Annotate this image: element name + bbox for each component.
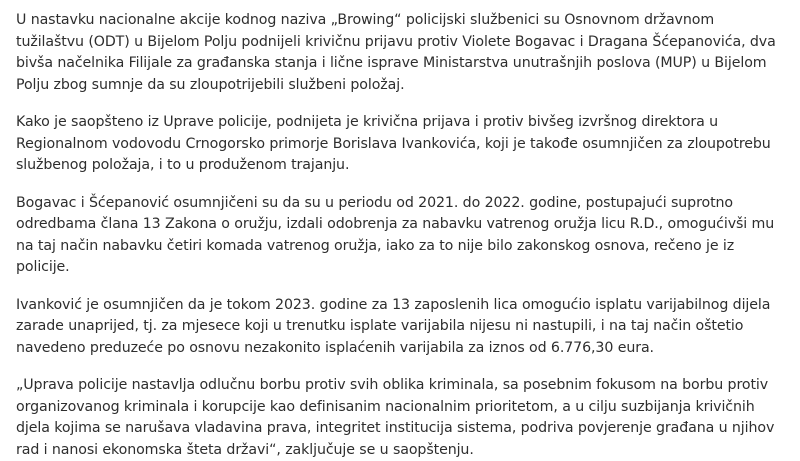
article-paragraph-1: U nastavku nacionalne akcije kodnog naziva „Browing“ policijski službenici su Osnovnom državnom tužilaštvu (ODT) u Bijelom Polju podnijeli krivičnu prijavu protiv Violete Bogavac i Dragana Šćepanovića, dva bivša načelnika Filijale za građanska stanja i lične isprave Ministarstva unutrašnjih poslova (MUP) u Bijelom Polju zbog sumnje da su zloupotrijebili službeni položaj.	[16, 12, 776, 93]
article-paragraph-2: Kako je saopšteno iz Uprave policije, podnijeta je krivična prijava i protiv bivšeg izvršnog direktora u Regionalnom vodovodu Crnogorsko primorje Borislava Ivankovića, koji je takođe osumnjičen za zloupotrebu službenog položaja, i to u produženom trajanju.	[16, 114, 771, 173]
article-paragraph-3: Bogavac i Šćepanović osumnjičeni su da su u periodu od 2021. do 2022. godine, postupajući suprotno odredbama člana 13 Zakona o oružju, izdali odobrenja za nabavku vatrenog oružja licu R.D., omogućivši mu na taj način nabavku četiri komada vatrenog oružja, iako za to nije bilo zakonskog osnova, rečeno je iz policije.	[16, 194, 775, 275]
article-paragraph-5: „Uprava policije nastavlja odlučnu borbu protiv svih oblika kriminala, sa posebnim fokusom na borbu protiv organizovanog kriminala i korupcije kao definisanim nacionalnim prioritetom, a u cilju suzbijanja krivičnih djela kojima se narušava vladavina prava, integritet institucija sistema, podriva povjerenje građana u njihov rad i nanosi ekonomska šteta državi“, zaključuje se u saopštenju.	[16, 377, 775, 458]
article-paragraph-4: Ivanković je osumnjičen da je tokom 2023. godine za 13 zaposlenih lica omogućio isplatu varijabilnog dijela zarade unaprijed, tj. za mjesece koji u trenutku isplate varijabila nijesu ni nastupili, i na taj način oštetio navedeno preduzeće po osnovu nezakonito isplaćenih varijabila za iznos od 6.776,30 eura.	[16, 296, 771, 356]
